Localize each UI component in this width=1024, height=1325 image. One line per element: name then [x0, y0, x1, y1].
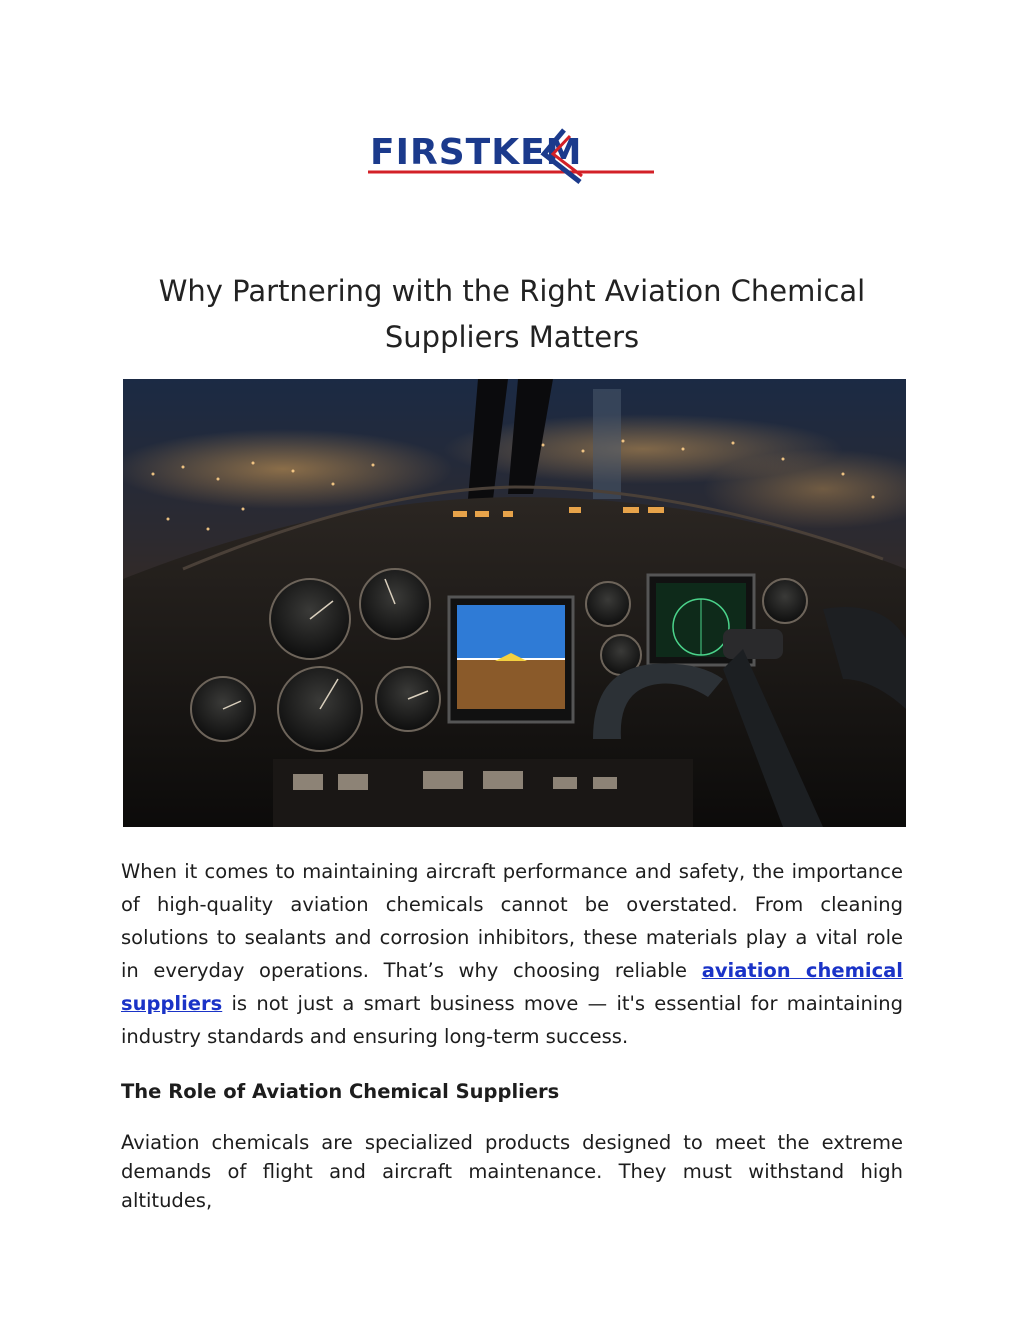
section-heading: The Role of Aviation Chemical Suppliers [121, 1080, 560, 1103]
aviation-chemical-suppliers-link[interactable]: aviation chemical suppliers [121, 959, 903, 1015]
firstkem-logo [368, 126, 658, 186]
intro-paragraph [121, 855, 903, 1053]
page-title [120, 268, 904, 360]
svg-text:FIRSTKEM: FIRSTKEM [370, 132, 583, 173]
cockpit-hero-image [123, 379, 906, 827]
intro-text-after-link: is not just a smart business move — it's essential for maintaining industry standards and ensuring long-term success. [121, 992, 903, 1048]
title-line-2: Suppliers Matters [384, 320, 640, 354]
section-paragraph: Aviation chemicals are specialized products designed to meet the extreme demands of flight and aircraft maintenance. They must withstand high altitudes, [121, 1131, 903, 1212]
title-line-1: Why Partnering with the Right Aviation Chemical [158, 274, 866, 308]
intro-text-before-link: When it comes to maintaining aircraft performance and safety, the importance of high-quality aviation chemicals cannot be overstated. From cleaning solutions to sealants and corrosion inhibitors, these materials play a vital role in everyday operations. That’s why choosing reliable [121, 860, 903, 982]
